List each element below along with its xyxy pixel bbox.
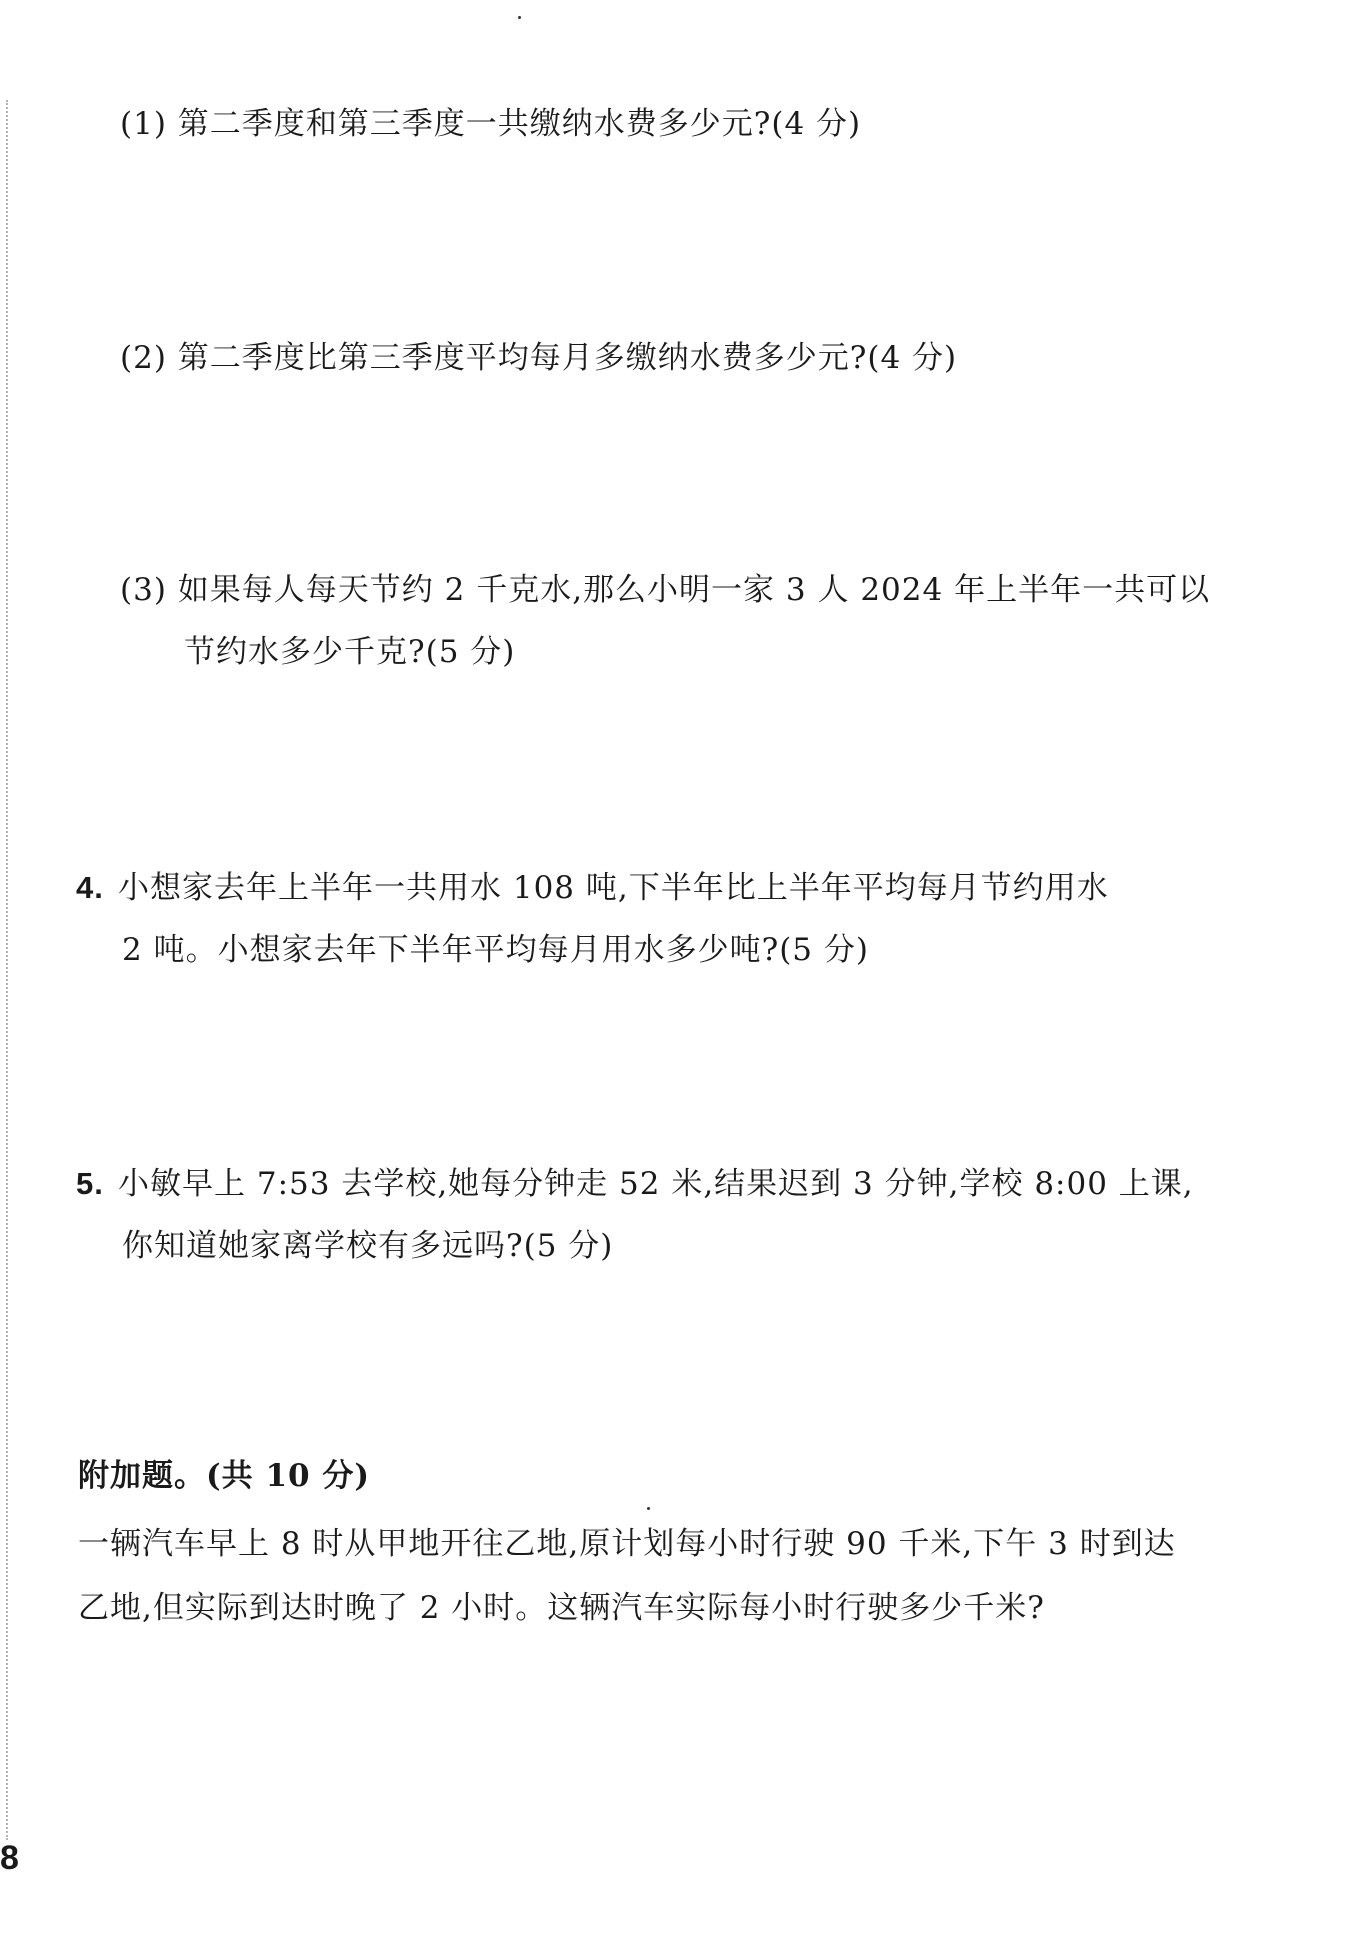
binding-margin-line (6, 100, 8, 1840)
q3-sub3-line1: (3) 如果每人每天节约 2 千克水,那么小明一家 3 人 2024 年上半年一共可以 (120, 572, 1211, 608)
q4-line1 (76, 868, 1109, 908)
q4-text-line1: 小想家去年上半年一共用水 108 吨,下半年比上半年平均每月节约用水 (118, 870, 1109, 906)
q4-line2: 2 吨。小想家去年下半年平均每月用水多少吨?(5 分) (122, 932, 869, 968)
bonus-line1: 一辆汽车早上 8 时从甲地开往乙地,原计划每小时行驶 90 千米,下午 3 时到达 (78, 1526, 1176, 1562)
q4-number: 4. (76, 870, 104, 905)
bonus-line2: 乙地,但实际到达时晚了 2 小时。这辆汽车实际每小时行驶多少千米? (78, 1590, 1045, 1626)
page-number: 8 (0, 1839, 19, 1877)
q3-sub2: (2) 第二季度比第三季度平均每月多缴纳水费多少元?(4 分) (120, 340, 958, 376)
q5-number: 5. (76, 1166, 104, 1201)
bonus-heading-prefix: 附加题。( (78, 1458, 222, 1494)
bonus-heading (78, 1456, 370, 1496)
q5-line2: 你知道她家离学校有多远吗?(5 分) (122, 1228, 614, 1264)
bonus-heading-score: 共 10 分 (221, 1458, 355, 1494)
q3-sub1: (1) 第二季度和第三季度一共缴纳水费多少元?(4 分) (120, 106, 862, 142)
scan-speck (518, 16, 521, 19)
bonus-heading-suffix: ) (354, 1458, 371, 1494)
q5-text-line1: 小敏早上 7:53 去学校,她每分钟走 52 米,结果迟到 3 分钟,学校 8:00 上课, (118, 1166, 1194, 1202)
scan-speck (647, 1507, 650, 1510)
q3-sub3-line2: 节约水多少千克?(5 分) (184, 634, 516, 670)
q5-line1 (76, 1164, 1194, 1204)
